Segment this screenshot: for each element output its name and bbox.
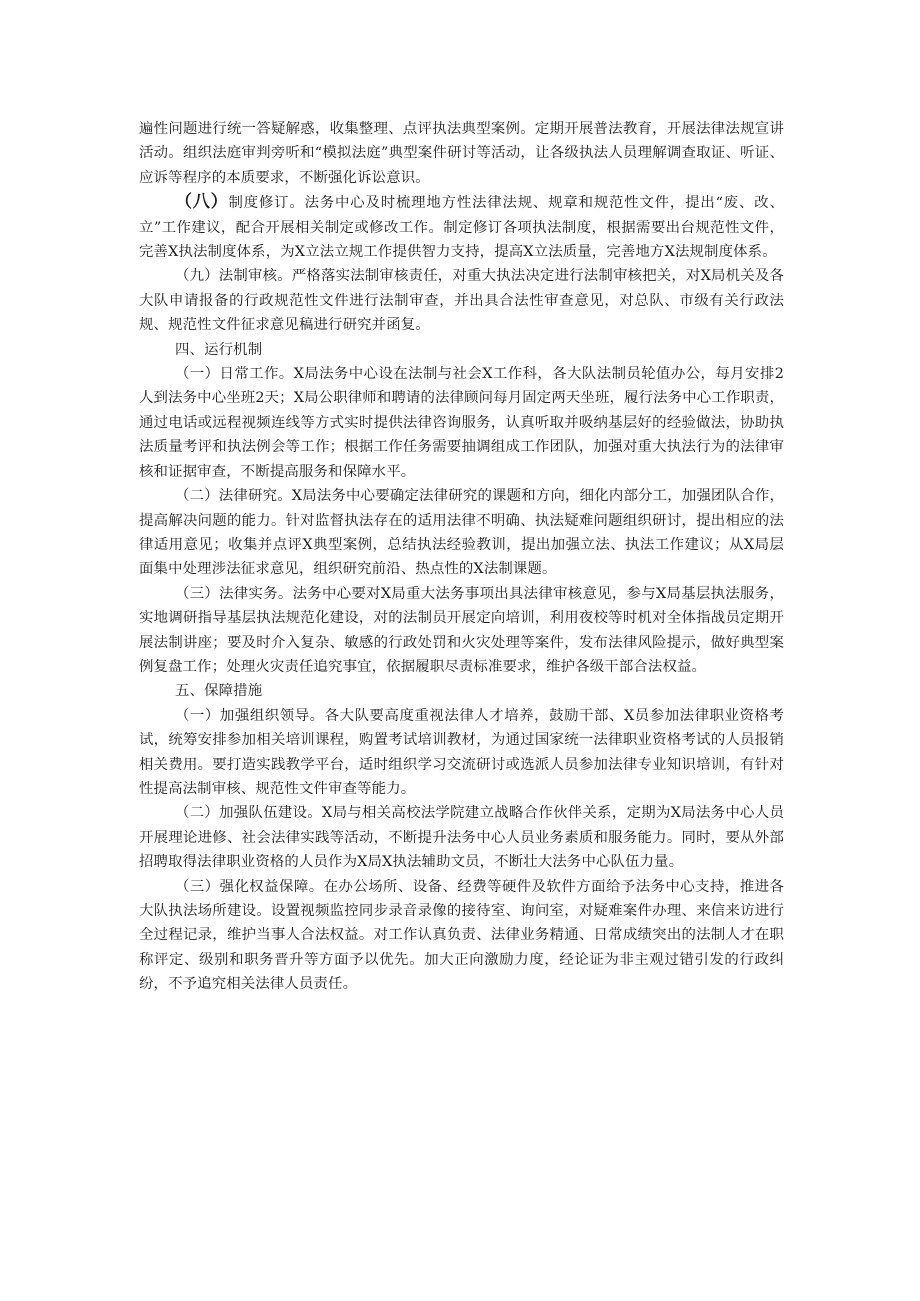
paragraph-text: （九）法制审核。严格落实法制审核责任，对重大执法决定进行法制审核把关，对X局机关及各大队申请报备的行政规范性文件进行法制审查，并出具合法性审查意见，对总队、市级有关行政法规、规范性文件征求意见稿进行研究并函复。 — [139, 268, 784, 334]
paragraph-text: （二）法律研究。X局法务中心要确定法律研究的课题和方向，细化内部分工，加强团队合作，提高解决问题的能力。针对监督执法存在的适用法律不明确、执法疑难问题组织研讨，提出相应的法律适用意见；收集并点评X典型案例，总结执法经验教训，提出加强立法、执法工作建议；从X局层面集中处理涉法征求意见，组织研究前沿、热点性的X法制课题。 — [139, 488, 784, 578]
paragraph-text: （二）加强队伍建设。X局与相关高校法学院建立战略合作伙伴关系，定期为X局法务中心人员开展理论进修、社会法律实践等活动，不断提升法务中心人员业务素质和服务能力。同时，要从外部招聘取得法律职业资格的人员作为X局X执法辅助文员，不断壮大法务中心队伍力量。 — [139, 805, 784, 871]
paragraph-text: 遍性问题进行统一答疑解惑，收集整理、点评执法典型案例。定期开展普法教育，开展法律法规宣讲活动。组织法庭审判旁听和“模拟法庭”典型案件研讨等活动，让各级执法人员理解调查取证、听证、应诉等程序的本质要求，不断强化诉讼意识。 — [139, 121, 784, 186]
paragraph-text: 制度修订。法务中心及时梳理地方性法律法规、规章和规范性文件，提出“废、改、立”工作建议，配合开展相关制定或修改工作。制定修订各项执法制度，根据需要出台规范性文件，完善X执法制度体系，为X立法立规工作提供智力支持，提高X立法质量，完善地方X法规制度体系。 — [139, 195, 784, 261]
paragraph-rights-protection — [139, 875, 784, 997]
paragraph-legal-research — [139, 484, 784, 582]
paragraph — [139, 117, 784, 190]
paragraph-text: （一）加强组织领导。各大队要高度重视法律人才培养，鼓励干部、X员参加法律职业资格考试，统筹安排参加相关培训课程，购置考试培训教材，为通过国家统一法律职业资格考试的人员报销相关费用。要打造实践教学平台，适时组织学习交流研讨或选派人员参加法律专业知识培训，有针对性提高法制审核、规范性文件审查等能力。 — [139, 707, 784, 797]
paragraph-organization — [139, 704, 784, 802]
paragraph-legal-practice — [139, 582, 784, 680]
heading-text: 五、保障措施 — [175, 683, 263, 700]
paragraph-section-8 — [139, 190, 784, 264]
paragraph-text: （三）法律实务。法务中心要对X局重大法务事项出具法律审核意见，参与X局基层执法服务，实地调研指导基层执法规范化建设，对的法制员开展定向培训，利用夜校等时机对全体指战员定期开展法制讲座；要及时介入复杂、敏感的行政处罚和火灾处理等案件，发布法律风险提示，做好典型案例复盘工作；处理火灾责任追究事宜，依据履职尽责标准要求，维护各级干部合法权益。 — [139, 585, 784, 675]
paragraph-daily-work — [139, 362, 784, 484]
section-heading-4 — [139, 338, 784, 362]
paragraph-team-building — [139, 801, 784, 874]
section-number: （八） — [175, 192, 229, 213]
heading-text: 四、运行机制 — [175, 341, 263, 358]
paragraph-text: （一）日常工作。X局法务中心设在法制与社会X工作科，各大队法制员轮值办公，每月安排2人到法务中心坐班2天；X局公职律师和聘请的法律顾问每月固定两天坐班，履行法务中心工作职责，通过电话或远程视频连线等方式实时提供法律咨询服务，认真听取并吸纳基层好的经验做法，协助执法质量考评和执法例会等工作；根据工作任务需要抽调组成工作团队，加强对重大执法行为的法律审核和证据审查，不断提高服务和保障水平。 — [139, 366, 784, 480]
section-heading-5 — [139, 679, 784, 703]
paragraph-text: （三）强化权益保障。在办公场所、设备、经费等硬件及软件方面给予法务中心支持，推进各大队执法场所建设。设置视频监控同步录音录像的接待室、询问室，对疑难案件办理、来信来访进行全过程记录，维护当事人合法权益。对工作认真负责、法律业务精通、日常成绩突出的法制人才在职称评定、级别和职务晋升等方面予以优先。加大正向激励力度，经论证为非主观过错引发的行政纠纷，不予追究相关法律人员责任。 — [139, 878, 784, 993]
document-body — [139, 117, 784, 997]
paragraph-section-9 — [139, 264, 784, 337]
